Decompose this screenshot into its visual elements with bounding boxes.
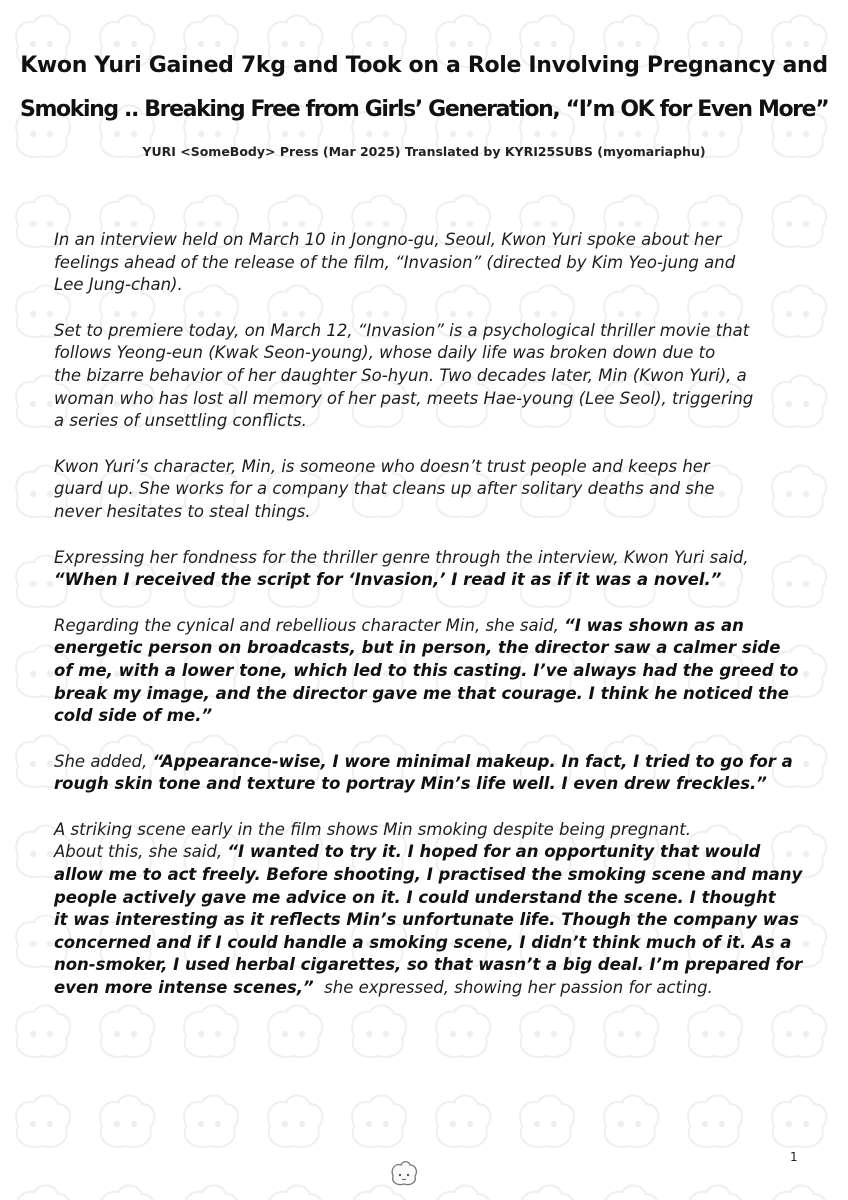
narrative-text: Expressing her fondness for the thriller genre through the interview, Kwon Yuri said, (54, 547, 749, 567)
quote-text: people actively gave me advice on it. I could understand the scene. I thought (54, 887, 776, 907)
paragraph-line (54, 342, 802, 365)
title-line: Smoking .. Breaking Free from Girls’ Generation, “I’m OK for Even More” (20, 97, 829, 122)
article-paragraph (54, 320, 802, 433)
paragraph-line (54, 751, 802, 774)
narrative-text: guard up. She works for a company that cleans up after solitary deaths and she (54, 479, 715, 499)
quote-text: “I was shown as an (564, 615, 744, 635)
paragraph-line (54, 501, 802, 524)
quote-text: break my image, and the director gave me that courage. I think he noticed the (54, 683, 789, 703)
paragraph-line (54, 954, 802, 977)
narrative-text: Kwon Yuri’s character, Min, is someone who doesn’t trust people and keeps her (54, 456, 710, 476)
quote-text: rough skin tone and texture to portray Min’s life well. I even drew freckles.” (54, 774, 767, 794)
paragraph-line (54, 637, 802, 660)
narrative-text: In an interview held on March 10 in Jongno-gu, Seoul, Kwon Yuri spoke about her (54, 230, 722, 249)
paragraph-line (54, 660, 802, 683)
narrative-text: the bizarre behavior of her daughter So-hyun. Two decades later, Min (Kwon Yuri), a (54, 365, 747, 385)
paragraph-line (54, 569, 802, 592)
mascot-logo-icon (388, 1158, 420, 1188)
article-paragraph (54, 615, 802, 728)
paragraph-line (54, 683, 802, 706)
paragraph-line (54, 320, 802, 343)
narrative-text: she expressed, showing her passion for acting. (313, 978, 713, 998)
narrative-text: a series of unsettling conflicts. (54, 411, 307, 431)
article-paragraph (54, 547, 802, 592)
article-paragraph (54, 456, 802, 524)
narrative-text: About this, she said, (54, 842, 228, 862)
narrative-text: woman who has lost all memory of her past, meets Hae-young (Lee Seol), triggering (54, 388, 754, 408)
article-body (54, 229, 802, 1023)
paragraph-line (54, 977, 802, 1000)
paragraph-line (54, 410, 802, 433)
narrative-text: never hesitates to steal things. (54, 501, 311, 521)
narrative-text: feelings ahead of the release of the film, “Invasion” (directed by Kim Yeo-jung and (54, 252, 736, 272)
paragraph-line (54, 478, 802, 501)
quote-text: it was interesting as it reflects Min’s unfortunate life. Though the company was (54, 910, 799, 930)
narrative-text: Set to premiere today, on March 12, “Invasion” is a psychological thriller movie that (54, 320, 750, 340)
paragraph-line (54, 252, 802, 275)
paragraph-line (54, 615, 802, 638)
paragraph-line (54, 456, 802, 479)
paragraph-line (54, 388, 802, 411)
narrative-text: Regarding the cynical and rebellious character Min, she said, (54, 615, 565, 635)
narrative-text: A striking scene early in the film shows Min smoking despite being pregnant. (54, 819, 692, 839)
title-line: Kwon Yuri Gained 7kg and Took on a Role Involving Pregnancy and (20, 53, 828, 78)
quote-text: concerned and if I could handle a smoking scene, I didn’t think much of it. As a (54, 932, 792, 952)
article-subtitle: YURI <SomeBody> Press (Mar 2025) Translated by KYRI25SUBS (myomariaphu) (142, 144, 706, 159)
quote-text: “When I received the script for ‘Invasion,’ I read it as if it was a novel.” (54, 570, 722, 590)
quote-text: “I wanted to try it. I hoped for an opportunity that would (227, 842, 761, 862)
quote-text: of me, with a lower tone, which led to this casting. I’ve always had the greed to (54, 660, 799, 680)
paragraph-line (54, 547, 802, 570)
quote-text: energetic person on broadcasts, but in person, the director saw a calmer side (54, 638, 781, 658)
paragraph-line (54, 229, 802, 252)
quote-text: even more intense scenes,” (54, 978, 314, 998)
article-title (20, 44, 828, 132)
paragraph-line (54, 705, 802, 728)
paragraph-line (54, 864, 802, 887)
narrative-text: Lee Jung-chan). (54, 275, 183, 295)
paragraph-line (54, 909, 802, 932)
page-number: 1 (790, 1150, 798, 1164)
article-paragraph (54, 819, 802, 1000)
paragraph-line (54, 819, 802, 842)
article-paragraph (54, 751, 802, 796)
paragraph-line (54, 841, 802, 864)
narrative-text: She added, (54, 751, 153, 771)
quote-text: “Appearance-wise, I wore minimal makeup. In fact, I tried to go for a (152, 751, 793, 771)
narrative-text: follows Yeong-eun (Kwak Seon-young), whose daily life was broken down due to (54, 343, 716, 363)
paragraph-line (54, 932, 802, 955)
paragraph-line (54, 365, 802, 388)
quote-text: non-smoker, I used herbal cigarettes, so that wasn’t a big deal. I’m prepared for (54, 955, 803, 975)
paragraph-line (54, 274, 802, 297)
article-paragraph (54, 229, 802, 297)
paragraph-line (54, 887, 802, 910)
quote-text: allow me to act freely. Before shooting, I practised the smoking scene and many (54, 865, 803, 885)
paragraph-line (54, 773, 802, 796)
quote-text: cold side of me.” (54, 706, 213, 726)
